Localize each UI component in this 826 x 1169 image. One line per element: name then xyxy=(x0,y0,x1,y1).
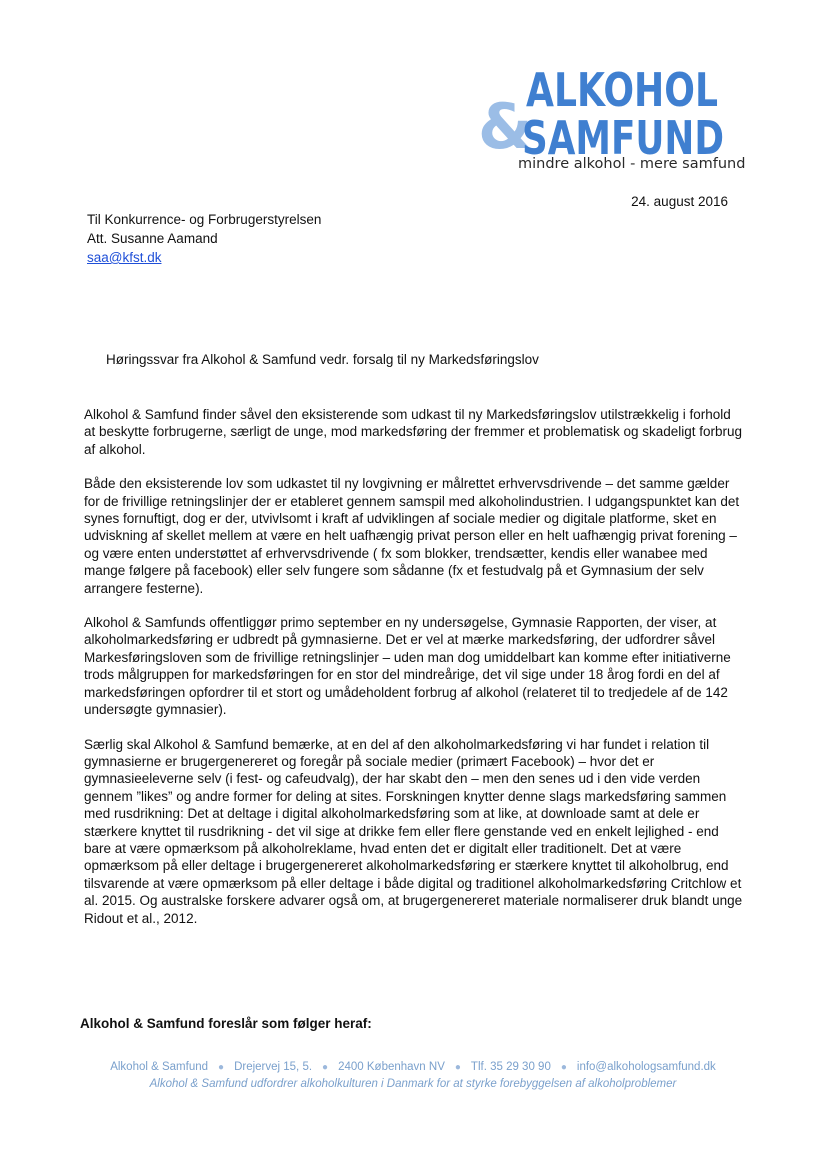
logo-text-alkohol: ALKOHOL xyxy=(526,63,718,117)
body-paragraph-4: Særlig skal Alkohol & Samfund bemærke, at en del af den alkoholmarkedsføring vi har fundet i relation til gymnasierne er brugergenereret og foregår på sociale medier (primært Facebook) – hvor det er gymnasieeleverne selv (i fest- og cafeudvalg), der har skabt den – men den senes ud i den vide verden gennem ”likes” og andre former for deling at sites. Forskningen knytter denne slags markedsføring sammen med rusdrikning: Det at deltage i digital alkoholmarkedsføring som at like, at downloade samt at dele er stærkere knyttet til rusdrikning - det vil sige at drikke fem eller flere genstande ved en enkelt lejlighed - end bare at være opmærksom på alkoholreklame, hvad enten det er digitalt eller traditionelt. Det at være opmærksom på eller deltage i brugergenereret alkoholmarkedsføring er stærkere knyttet til alkoholbrug, end tilsvarende at være opmærksom på eller deltage i både digital og traditionel alkoholmarkedsføring Critchlow et al. 2015. Og australske forskere advarer også om, at brugergenereret materiale normaliserer druk blandt unge Ridout et al., 2012. xyxy=(84,736,743,926)
footer-slogan: Alkohol & Samfund udfordrer alkoholkulturen i Danmark for at styrke forebyggelsen af alkoholproblemer xyxy=(149,1078,677,1090)
recipient-address xyxy=(87,210,321,267)
footer-street: Drejervej 15, 5. xyxy=(234,1061,313,1073)
page-footer xyxy=(0,1059,826,1092)
logo-tagline: mindre alkohol - mere samfund xyxy=(518,156,746,172)
footer-phone: Tlf. 35 29 30 90 xyxy=(470,1061,551,1073)
letter-date: 24. august 2016 xyxy=(631,194,728,209)
letter-subject: Høringssvar fra Alkohol & Samfund vedr. forsalg til ny Markedsføringslov xyxy=(106,352,539,367)
body-paragraph-2: Både den eksisterende lov som udkastet til ny lovgivning er målrettet erhvervsdrivende – det samme gælder for de frivillige retningslinjer der er etableret gennem samspil med alkoholindustrien. I udgangspunktet kan det synes fornuftigt, dog er der, utvivlsomt i kraft af udviklingen af sociale medier og digitale platforme, sket en udviskning af skellet mellem at være en helt uafhængig privat person eller en helt uafhængig privat forening – og være enten understøttet af erhvervsdrivende ( fx som blokker, trendsætter, kendis eller wanabee med mange følgere på facebook) eller selv fungere som sådanne (fx et festudvalg på et Gymnasium der selv arrangere festerne). xyxy=(84,476,740,596)
logo-text-samfund: SAMFUND xyxy=(522,111,724,162)
body-paragraph-3: Alkohol & Samfunds offentliggør primo september en ny undersøgelse, Gymnasie Rapporten, der viser, at alkoholmarkedsføring er udbredt på gymnasierne. Det er vel at mærke markedsføring, der udfordrer såvel Markesføringsloven som de frivillige retningslinjer – uden man dog umiddelbart kan komme efter initiativerne trods målgruppen for markedsføringen for en stor del mindreårige, det vil sige under 18 årog fordi en del af markedsføringen opfordrer til et stort og umådeholdent forbrug af alkohol (relateret til to tredjedele af de 142 undersøgte gymnasier). xyxy=(84,615,731,718)
recipient-line-1: Til Konkurrence- og Forbrugerstyrelsen xyxy=(87,212,322,227)
bullet-icon: ● xyxy=(322,1062,329,1073)
bullet-icon: ● xyxy=(454,1062,461,1073)
footer-email[interactable]: info@alkohologsamfund.dk xyxy=(576,1061,716,1073)
footer-org: Alkohol & Samfund xyxy=(110,1061,209,1073)
logo-graphic xyxy=(478,62,738,162)
logo-ampersand: & xyxy=(478,90,533,162)
section-heading: Alkohol & Samfund foreslår som følger heraf: xyxy=(80,1016,372,1031)
letter-body xyxy=(84,406,744,944)
footer-city: 2400 København NV xyxy=(338,1061,445,1073)
recipient-email-link[interactable]: saa@kfst.dk xyxy=(87,250,162,265)
bullet-icon: ● xyxy=(218,1062,225,1073)
bullet-icon: ● xyxy=(560,1062,567,1073)
body-paragraph-1: Alkohol & Samfund finder såvel den eksisterende som udkast til ny Markedsføringslov utilstrækkelig i forhold at beskytte forbrugerne, særligt de unge, mod markedsføring der fremmer et problematisk og skadeligt forbrug af alkohol. xyxy=(84,407,743,457)
recipient-line-2: Att. Susanne Aamand xyxy=(87,231,218,246)
footer-contact-line xyxy=(0,1059,826,1076)
